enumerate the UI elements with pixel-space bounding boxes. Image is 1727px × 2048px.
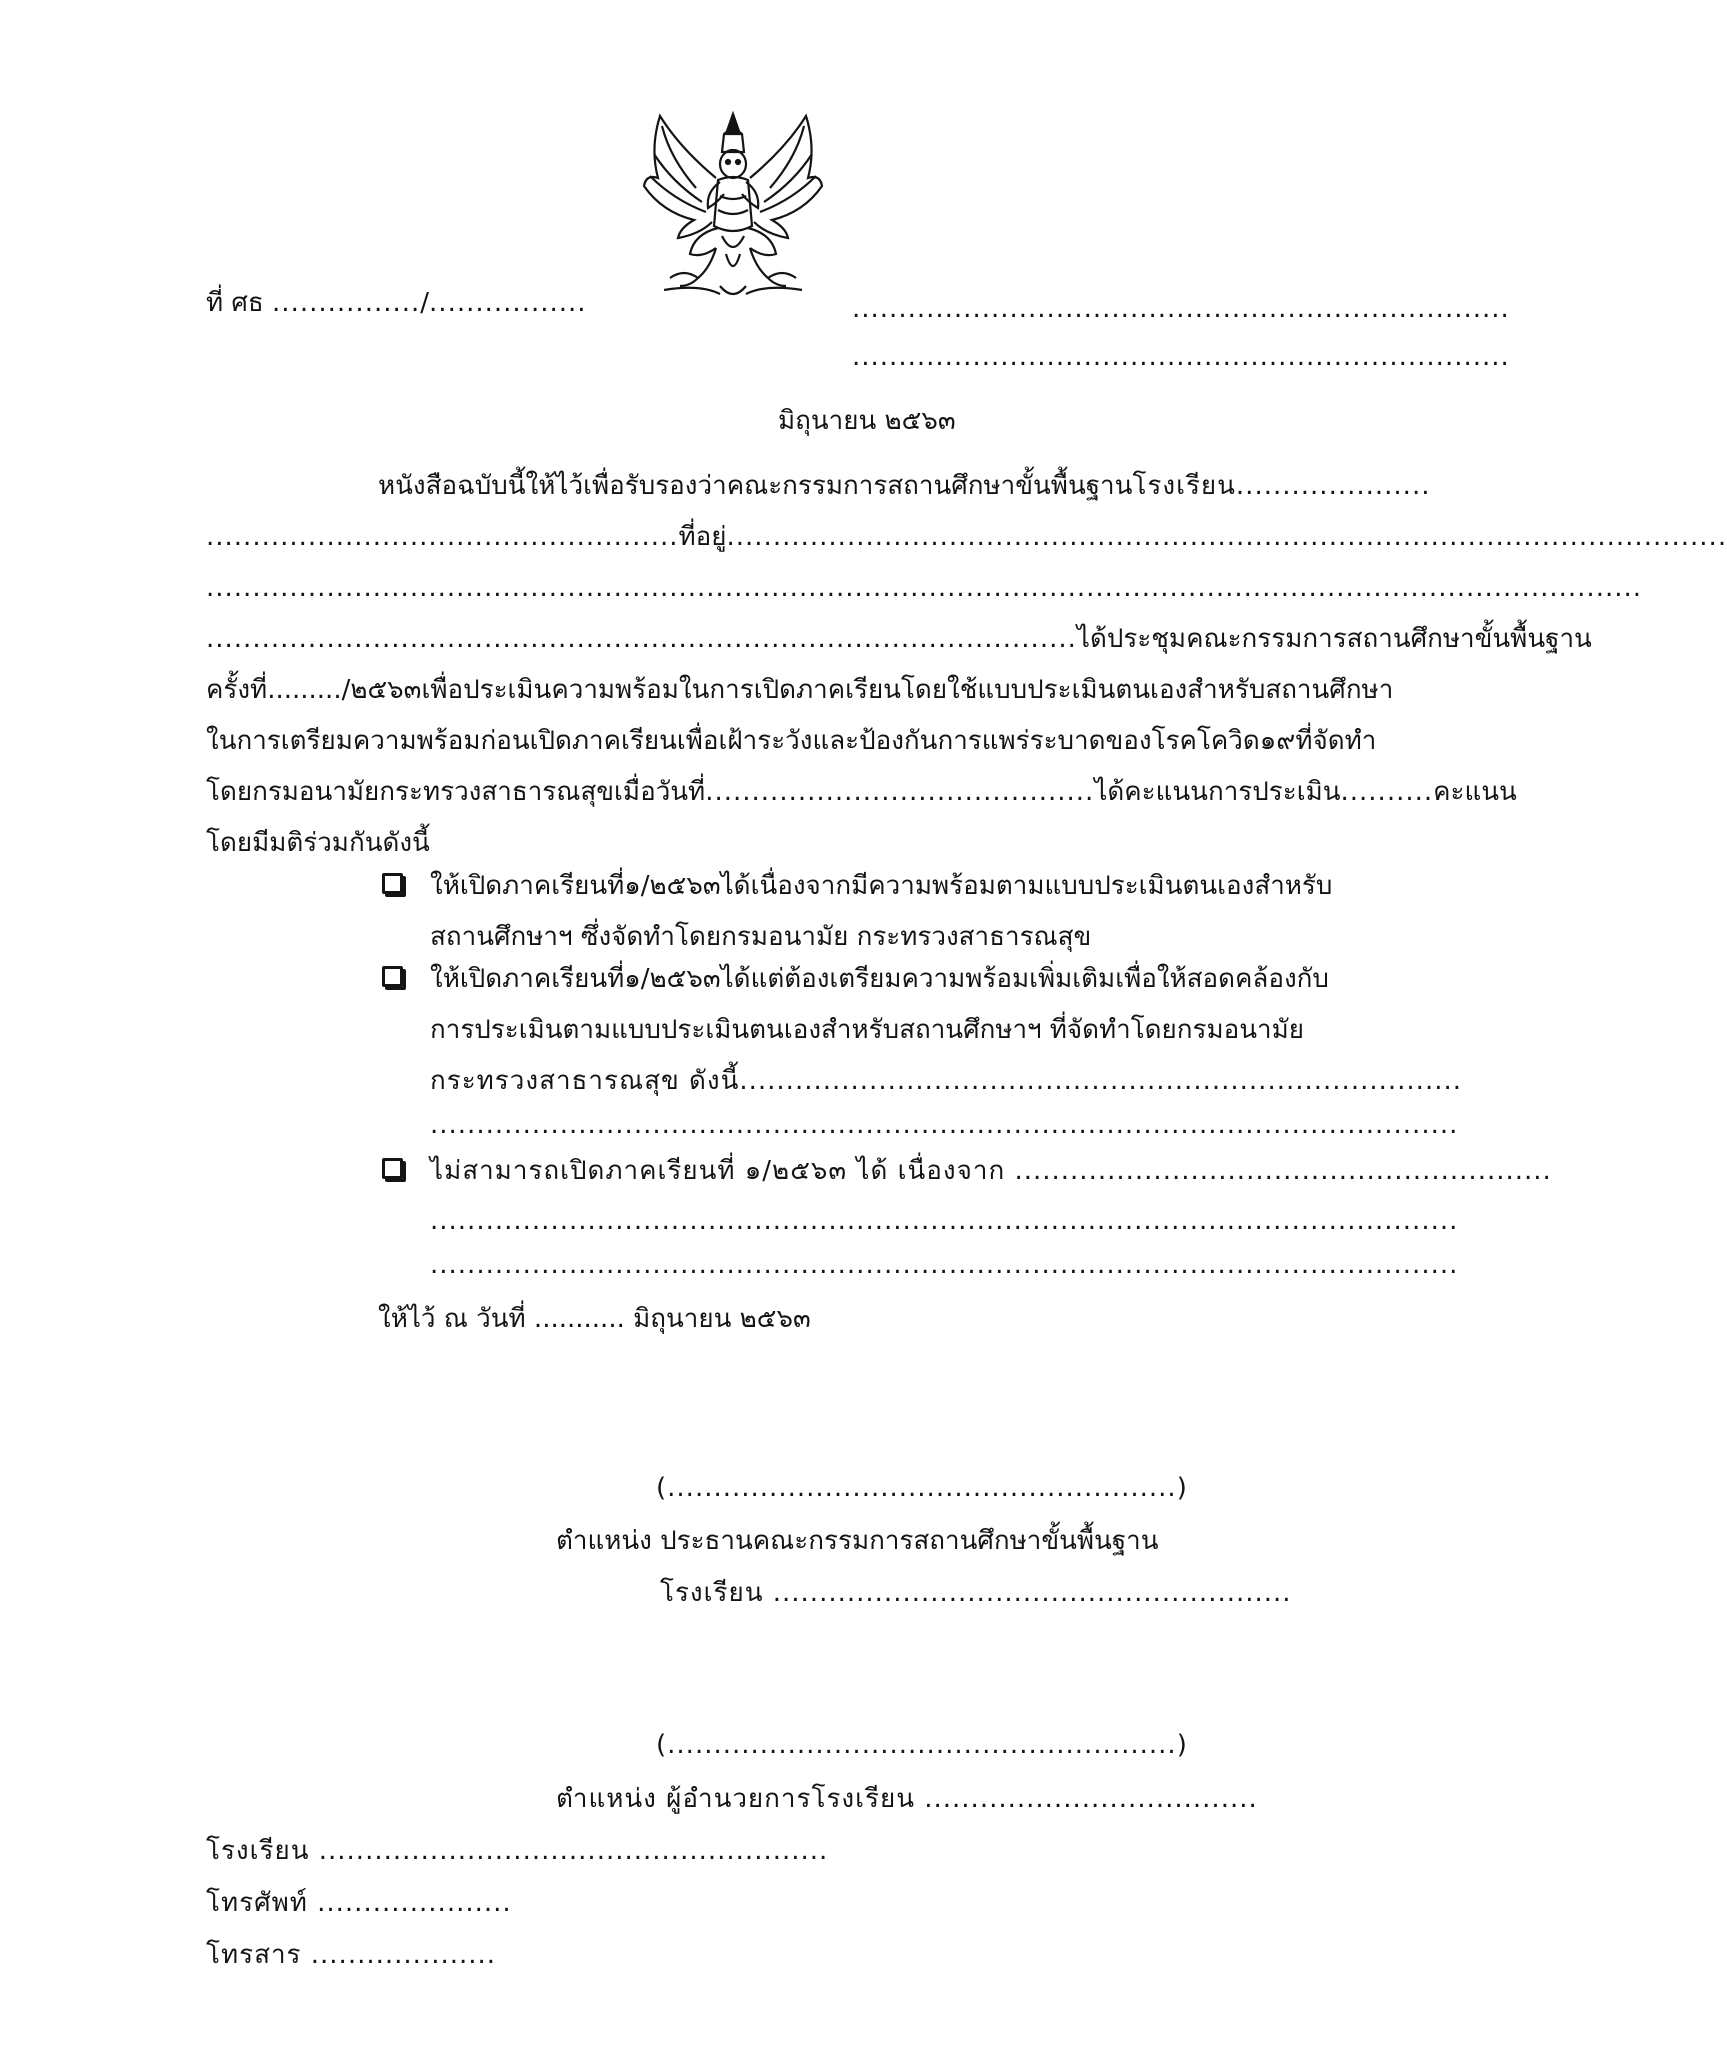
address-dots: ............................................................................................................: [726, 522, 1727, 552]
reference-slash: /: [420, 288, 430, 318]
session-number: ........./๒๕๖๓: [267, 675, 422, 705]
signature-2-position: ตำแหน่ง ผู้อำนวยการโรงเรียน ....................................: [556, 1784, 1258, 1814]
word: โดยกรมอนามัย: [206, 777, 380, 807]
word: ครั้งที่: [206, 675, 268, 705]
word: ๑๙: [1259, 726, 1296, 756]
score-field: ..........: [1340, 777, 1434, 807]
option-1-line-1: [430, 871, 1333, 901]
word: เพื่อเฝ้าระวังและป้องกันการแพร่ระบาดของโรคโควิด: [676, 726, 1260, 756]
option-2-line-3: กระทรวงสาธารณสุข ดังนี้..............................................................................: [430, 1066, 1462, 1096]
body-line-5: [206, 675, 1394, 705]
signature-2-name-line: (.......................................................): [656, 1730, 1188, 1760]
body-line-6: [206, 726, 1377, 756]
word: กระทรวงสาธารณสุข: [379, 777, 615, 807]
word: ที่จัดทำ: [1295, 726, 1377, 756]
word: ๑/๒๕๖๓: [624, 871, 721, 901]
date-field: ..........................................: [705, 777, 1095, 807]
option-2-line-2: [430, 1017, 1304, 1043]
date-line: มิถุนายน ๒๕๖๓: [778, 406, 956, 436]
signature-1-position: ตำแหน่ง ประธานคณะกรรมการสถานศึกษาขั้นพื้นฐาน: [556, 1526, 1159, 1556]
signature-1-school: โรงเรียน ........................................................: [660, 1578, 1292, 1608]
word: เมื่อวันที่: [614, 777, 706, 807]
word: ได้คะแนนการประเมิน: [1094, 777, 1341, 807]
body-line-2: [206, 522, 1727, 552]
option-3-line-3: ...............................................................................................................: [430, 1250, 1459, 1280]
body-line-3: ...........................................................................................................................................................: [206, 573, 1643, 603]
word: แต่ต้องเตรียมความพร้อมเพิ่มเติม: [750, 964, 1116, 994]
word: ๑/๒๕๖๓: [624, 964, 721, 994]
word: ให้เปิดภาคเรียนที่: [430, 871, 625, 901]
contact-phone: โทรศัพท์ .....................: [206, 1888, 512, 1918]
word: เพื่อให้สอดคล้องกับ: [1115, 964, 1329, 994]
address-label: ที่อยู่: [678, 522, 727, 552]
reference-dots-b: .................: [429, 288, 587, 318]
signature-1-name-line: (.......................................................): [656, 1473, 1188, 1503]
word: โดยใช้แบบประเมินตนเองสำหรับสถานศึกษา: [900, 675, 1394, 705]
word: ให้เปิดภาคเรียนที่: [430, 964, 625, 994]
word: ได้: [720, 871, 751, 901]
option-2-line-1: [430, 964, 1329, 994]
body-line-1: [378, 471, 1431, 501]
option-3-line-2: ...............................................................................................................: [430, 1206, 1459, 1236]
blank-dots: ...................................................: [206, 522, 679, 552]
word: ในการเตรียมความพร้อมก่อนเปิดภาคเรียน: [206, 726, 677, 756]
reference-dots-a: ................: [272, 288, 421, 318]
word: คะแนน: [1433, 777, 1517, 807]
address-line-2: .......................................................................: [852, 342, 1510, 372]
word: ได้: [720, 964, 751, 994]
body-line-4: [206, 624, 1592, 654]
address-line-1: .......................................................................: [852, 294, 1510, 324]
reference-label: ที่ ศธ: [206, 288, 264, 318]
option-1-checkbox[interactable]: [382, 873, 403, 894]
option-2-line-4: ...............................................................................................................: [430, 1110, 1459, 1140]
certify-text: หนังสือฉบับนี้ให้ไว้เพื่อรับรองว่า: [378, 471, 727, 501]
reference-number: [206, 290, 587, 316]
word: ที่จัดทำโดยกรมอนามัย: [1049, 1015, 1304, 1045]
school-name-field: โรงเรียน.....................: [1132, 471, 1431, 501]
garuda-emblem-icon: [640, 108, 826, 304]
body-line-8: โดยมีมติร่วมกันดังนี้: [206, 828, 430, 858]
committee-text: คณะกรรมการสถานศึกษาขั้นพื้นฐาน: [726, 471, 1133, 501]
contact-fax: โทรสาร ....................: [206, 1940, 497, 1970]
meeting-text: ได้ประชุมคณะกรรมการสถานศึกษาขั้นพื้นฐาน: [1076, 624, 1592, 654]
body-line-7: [206, 777, 1517, 807]
blank-dots: ..............................................................................................: [206, 624, 1077, 654]
option-2-checkbox[interactable]: [382, 966, 403, 987]
option-3-line-1: ไม่สามารถเปิดภาคเรียนที่ ๑/๒๕๖๓ ได้ เนื่องจาก ..........................................................: [430, 1156, 1552, 1186]
word: การประเมินตามแบบประเมินตนเองสำหรับสถานศึกษาฯ: [430, 1015, 1042, 1045]
given-date: ให้ไว้ ณ วันที่ ........... มิถุนายน ๒๕๖๓: [378, 1304, 811, 1334]
word: เพื่อประเมินความพร้อมในการเปิดภาคเรียน: [421, 675, 901, 705]
option-3-checkbox[interactable]: [382, 1158, 403, 1179]
contact-school: โรงเรียน .......................................................: [206, 1836, 829, 1866]
word: เนื่องจากมีความพร้อมตามแบบประเมินตนเองสำหรับ: [750, 871, 1333, 901]
option-1-line-2: สถานศึกษาฯ ซึ่งจัดทำโดยกรมอนามัย กระทรวงสาธารณสุข: [430, 922, 1092, 952]
